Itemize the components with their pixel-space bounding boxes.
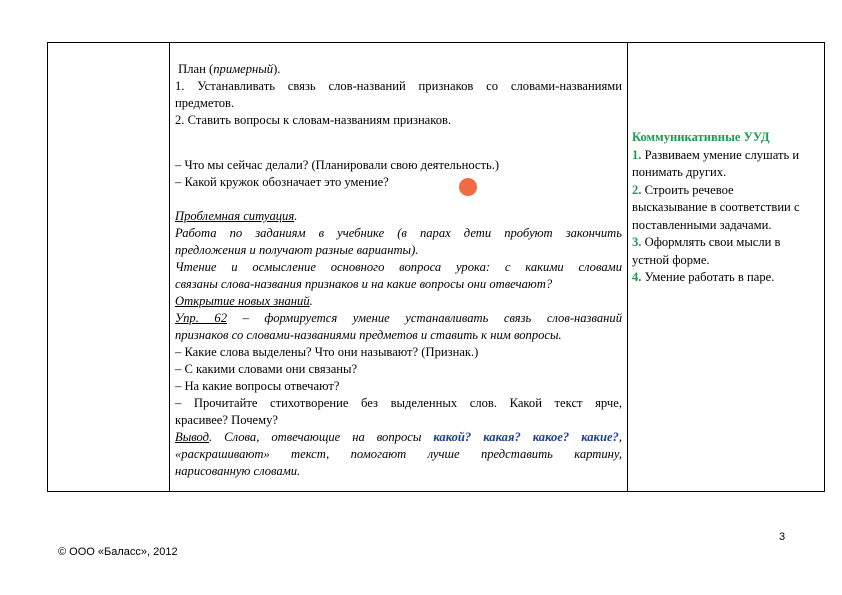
problem-heading: Проблемная ситуация. [175,209,298,223]
problem-text-3: Чтение и осмысление основного вопроса урока: с какими словами [175,260,622,274]
uud-item-3: 3. Оформлять свои мысли в устной форме. [632,235,781,267]
page-number: 3 [779,531,786,543]
exercise-question-1: – Какие слова выделены? Что они называют? (Признак.) [175,345,479,359]
plan-heading: План (примерный). [178,62,281,76]
uud-item-2: 2. Строить речевое высказывание в соответствии с поставленными задачами. [632,182,800,232]
uud-cell [628,43,824,491]
empty-cell [48,43,169,491]
plan-item-1-cont: предметов. [175,96,235,110]
question-2: – Какой кружок обозначает это умение? [175,175,389,189]
poem-question-2: красивее? Почему? [175,413,278,427]
orange-circle-icon [459,178,477,196]
poem-question-1: – Прочитайте стихотворение без выделенных слов. Какой текст ярче, [175,396,622,410]
uud-title: Коммуникативные УУД [632,130,770,144]
conclusion-text-3: нарисованную словами. [175,464,301,478]
problem-text-1: Работа по заданиям в учебнике (в парах дети пробуют закончить [175,226,622,240]
lesson-table [47,42,825,492]
problem-text-2: предложения и получают разные варианты). [175,243,419,257]
conclusion-text-2: «раскрашивают» текст, помогают лучше представить картину, [175,447,622,461]
exercise-question-2: – С какими словами они связаны? [175,362,358,376]
exercise-text-2: признаков со словами-названиями предметов и ставить к ним вопросы. [175,328,562,342]
question-1: – Что мы сейчас делали? (Планировали свою деятельность.) [175,158,500,172]
plan-item-1: 1. Устанавливать связь слов-названий признаков со словами-названиями [175,79,622,93]
exercise-text-1: Упр. 62 – формируется умение устанавливать связь слов-названий [175,311,622,325]
lesson-content-cell [170,43,627,491]
conclusion-text-1: Вывод. Слова, отвечающие на вопросы какой? какая? какое? какие?, [175,430,622,444]
discovery-heading: Открытие новых знаний. [175,294,313,308]
uud-item-1: 1. Развиваем умение слушать и понимать других. [632,147,800,179]
copyright-footer: © ООО «Баласс», 2012 [58,546,178,558]
exercise-question-3: – На какие вопросы отвечают? [175,379,340,393]
problem-text-4: связаны слова-названия признаков и на какие вопросы они отвечают? [175,277,553,291]
uud-item-4: 4. Умение работать в паре. [632,270,775,284]
plan-item-2: 2. Ставить вопросы к словам-названиям признаков. [175,113,452,127]
